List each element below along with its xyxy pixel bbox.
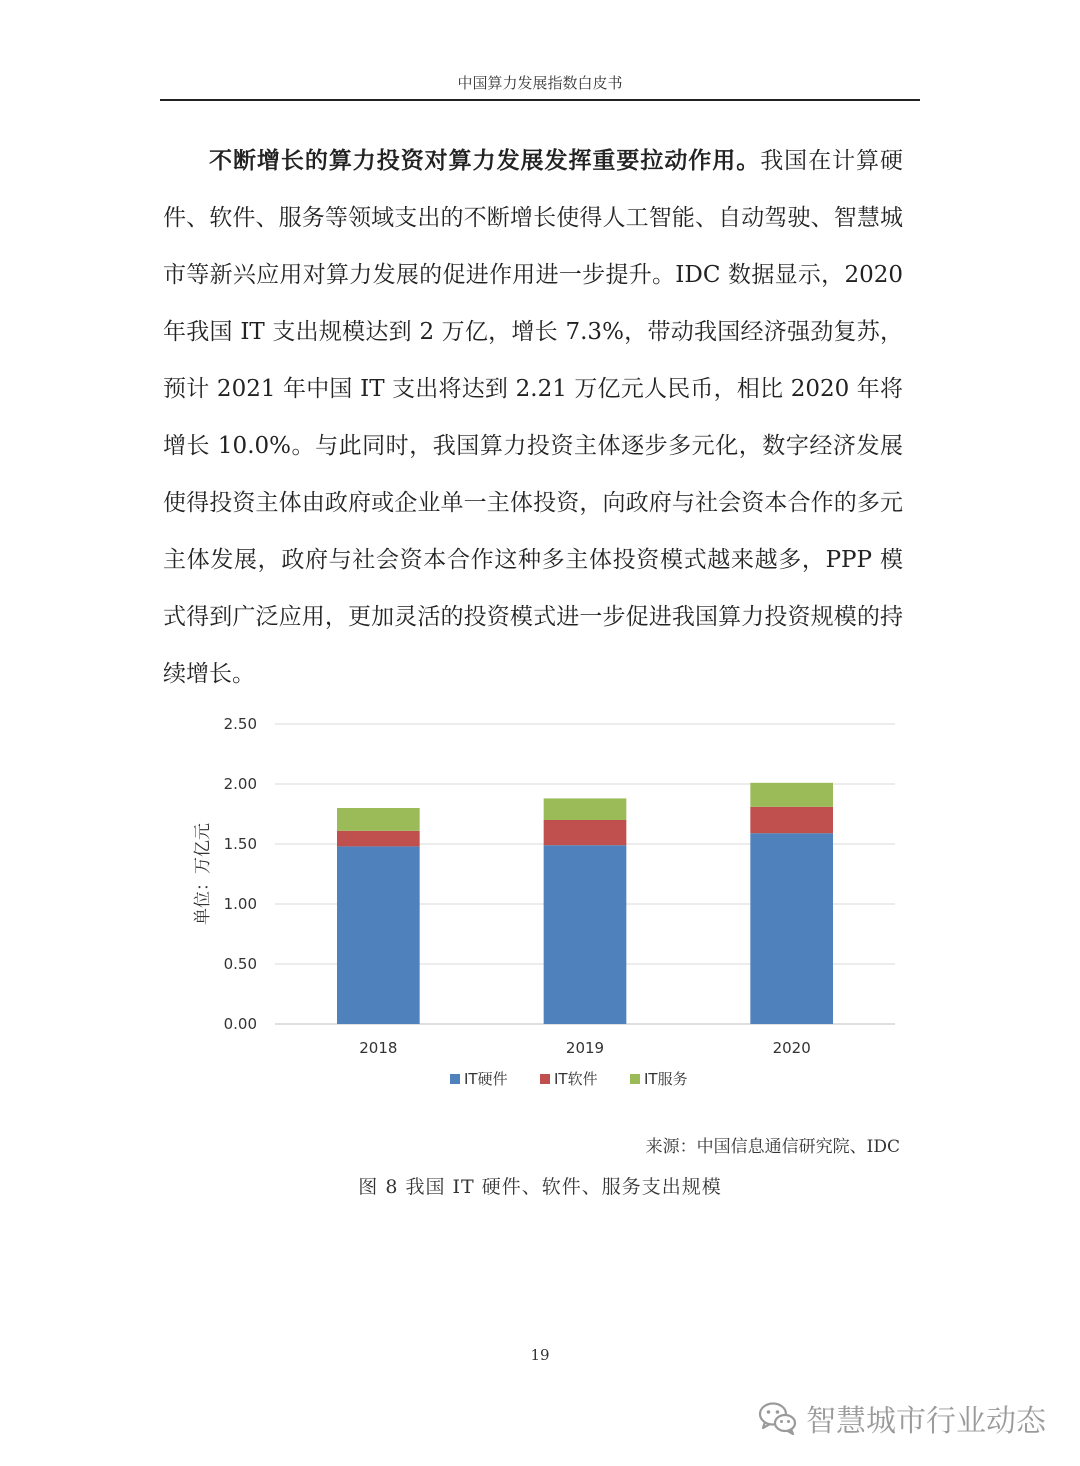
legend-label: IT服务	[644, 1070, 688, 1088]
legend-label: IT硬件	[464, 1070, 508, 1088]
legend-swatch	[450, 1074, 460, 1084]
wechat-icon	[758, 1401, 798, 1435]
figure-source: 来源：中国信息通信研究院、IDC	[645, 1137, 900, 1157]
body-paragraph	[163, 133, 903, 703]
bar-2020-series-2	[750, 783, 833, 807]
it-spending-chart	[180, 700, 910, 1110]
paragraph-text: 我国在计算硬件、软件、服务等领域支出的不断增长使得人工智能、自动驾驶、智慧城市等新兴应用对算力发展的促进作用进一步提升。IDC 数据显示，2020 年我国 IT 支出规模达到 2 万亿，增长 7.3%，带动我国经济强劲复苏，预计 2021 年中国 IT 支出将达到 2.21 万亿元人民币，相比 2020 年将增长 10.0%。与此同时，我国算力投资主体逐步多元化，数字经济发展使得投资主体由政府或企业单一主体投资，向政府与社会资本合作的多元主体发展，政府与社会资本合作这种多主体投资模式越来越多，PPP 模式得到广泛应用，更加灵活的投资模式进一步促进我国算力投资规模的持续增长。	[163, 148, 904, 687]
y-axis-label: 单位：万亿元	[193, 823, 213, 925]
y-tick-label: 1.00	[223, 895, 257, 913]
x-tick-label: 2019	[565, 1039, 605, 1057]
bar-2020-series-1	[750, 807, 833, 833]
legend-label: IT软件	[554, 1070, 598, 1088]
x-tick-label: 2020	[772, 1039, 811, 1057]
legend-swatch	[540, 1074, 550, 1084]
watermark-text: 智慧城市行业动态	[806, 1404, 1046, 1439]
watermark	[758, 1396, 1046, 1440]
paragraph-lead: 不断增长的算力投资对算力发展发挥重要拉动作用。	[209, 148, 761, 174]
y-tick-label: 0.00	[223, 1015, 257, 1033]
page-number: 19	[530, 1346, 550, 1364]
figure-caption: 图 8 我国 IT 硬件、软件、服务支出规模	[358, 1176, 722, 1198]
bar-2019-series-2	[544, 798, 627, 820]
y-tick-label: 0.50	[223, 955, 257, 973]
bar-2018-series-2	[337, 808, 420, 831]
bar-2020-series-0	[750, 833, 833, 1024]
bar-2019-series-1	[544, 820, 627, 845]
header-rule	[160, 99, 920, 101]
x-tick-label: 2018	[359, 1039, 398, 1057]
bar-2019-series-0	[544, 845, 627, 1024]
bar-2018-series-1	[337, 831, 420, 847]
bar-2018-series-0	[337, 846, 420, 1024]
legend-swatch	[630, 1074, 640, 1084]
y-tick-label: 2.50	[223, 715, 257, 733]
y-tick-label: 2.00	[223, 775, 257, 793]
header-title: 中国算力发展指数白皮书	[457, 74, 623, 92]
y-tick-label: 1.50	[223, 835, 257, 853]
